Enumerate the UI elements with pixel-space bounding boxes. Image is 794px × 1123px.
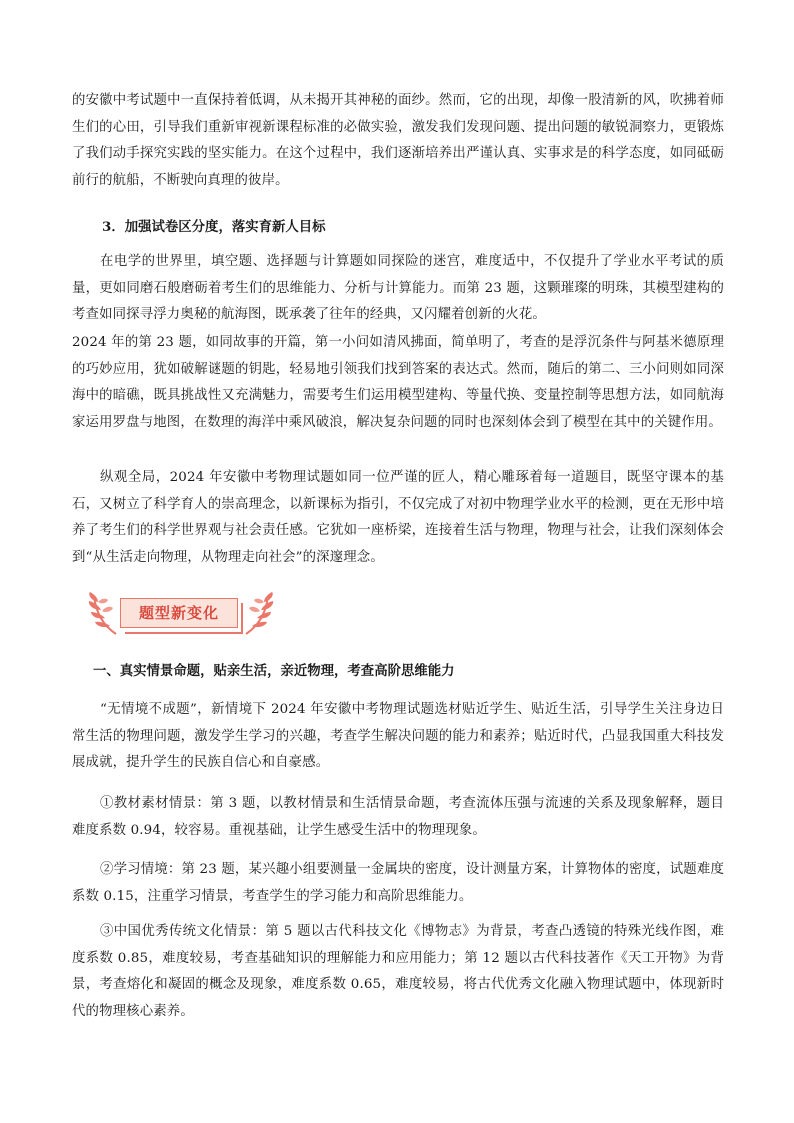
paragraph-traditional-culture: ③中国优秀传统文化情景：第 5 题以古代科技文化《博物志》为背景，考查凸透镜的特殊光线作图，难度系数 0.85，难度较易，考查基础知识的理解能力和应用能力；第 12 题以古代科技著作《天工开物》为背景，考查熔化和凝固的概念及现象，难度系数 0.65，难度较易，将古代优秀文化融入物理试题中，体现新时代的物理核心素养。	[72, 924, 724, 1019]
laurel-leaf-icon	[242, 590, 276, 638]
paragraph-question-23: 2024 年的第 23 题，如同故事的开篇，第一小问如清风拂面，简单明了，考查的是浮沉条件与阿基米德原理的巧妙应用，犹如破解谜题的钥匙，轻易地引领我们找到答案的表达式。然而，随后的第二、三小问则如同深海中的暗礁，既具挑战性又充满魅力，需要考生们运用模型建构、等量代换、变量控制等思想方法，如同航海家运用罗盘与地图，在数理的海洋中乘风破浪，解决复杂问题的同时也深刻体会到了模型在其中的关键作用。	[72, 335, 724, 430]
section-banner	[86, 590, 276, 638]
paragraph-electricity: 在电学的世界里，填空题、选择题与计算题如同探险的迷宫，难度适中，不仅提升了学业水平考试的质量，更如同磨石般磨砺着考生们的思维能力、分析与计算能力。而第 23 题，这颗璀璨的明珠，其模型建构的考查如同探寻浮力奥秘的航海图，既承袭了往年的经典，又闪耀着创新的火花。	[72, 254, 724, 322]
section-heading-one: 一、真实情景命题，贴亲生活，亲近物理，考查高阶思维能力	[93, 663, 455, 679]
laurel-leaf-icon	[86, 590, 120, 638]
paragraph-textbook-scenario: ①教材素材情景：第 3 题，以教材情景和生活情景命题，考查流体压强与流速的关系及现象解释，题目难度系数 0.94，较容易。重视基础，让学生感受生活中的物理现象。	[72, 796, 724, 838]
section-heading-3: 3．加强试卷区分度，落实育新人目标	[102, 219, 326, 235]
paragraph-overview: 纵观全局，2024 年安徽中考物理试题如同一位严谨的匠人，精心雕琢着每一道题目，既坚守课本的基石，又树立了科学育人的崇高理念，以新课标为指引，不仅完成了对初中物理学业水平的检测，更在无形中培养了考生们的科学世界观与社会责任感。它犹如一座桥梁，连接着生活与物理，物理与社会，让我们深刻体会到“从生活走向物理，从物理走向社会”的深邃理念。	[72, 470, 724, 565]
paragraph-learning-scenario: ②学习情境：第 23 题，某兴趣小组要测量一金属块的密度，设计测量方案，计算物体的密度，试题难度系数 0.15，注重学习情景，考查学生的学习能力和高阶思维能力。	[72, 862, 724, 904]
paragraph-real-scenario: “无情境不成题”，新情境下 2024 年安徽中考物理试题选材贴近学生、贴近生活，引导学生关注身边日常生活的物理问题，激发学生学习的兴趣，考查学生解决问题的能力和素养；贴近时代，凸显我国重大科技发展成就，提升学生的民族自信心和自豪感。	[72, 702, 724, 770]
banner-title: 题型新变化	[138, 604, 219, 622]
paragraph-experiment-intro: 的安徽中考试题中一直保持着低调，从未揭开其神秘的面纱。然而，它的出现，却像一股清新的风，吹拂着师生们的心田，引导我们重新审视新课程标准的必做实验，激发我们发现问题、提出问题的敏锐洞察力，更锻炼了我们动手探究实践的坚实能力。在这个过程中，我们逐渐培养出严谨认真、实事求是的科学态度，如同砥砺前行的航船，不断驶向真理的彼岸。	[72, 93, 724, 188]
